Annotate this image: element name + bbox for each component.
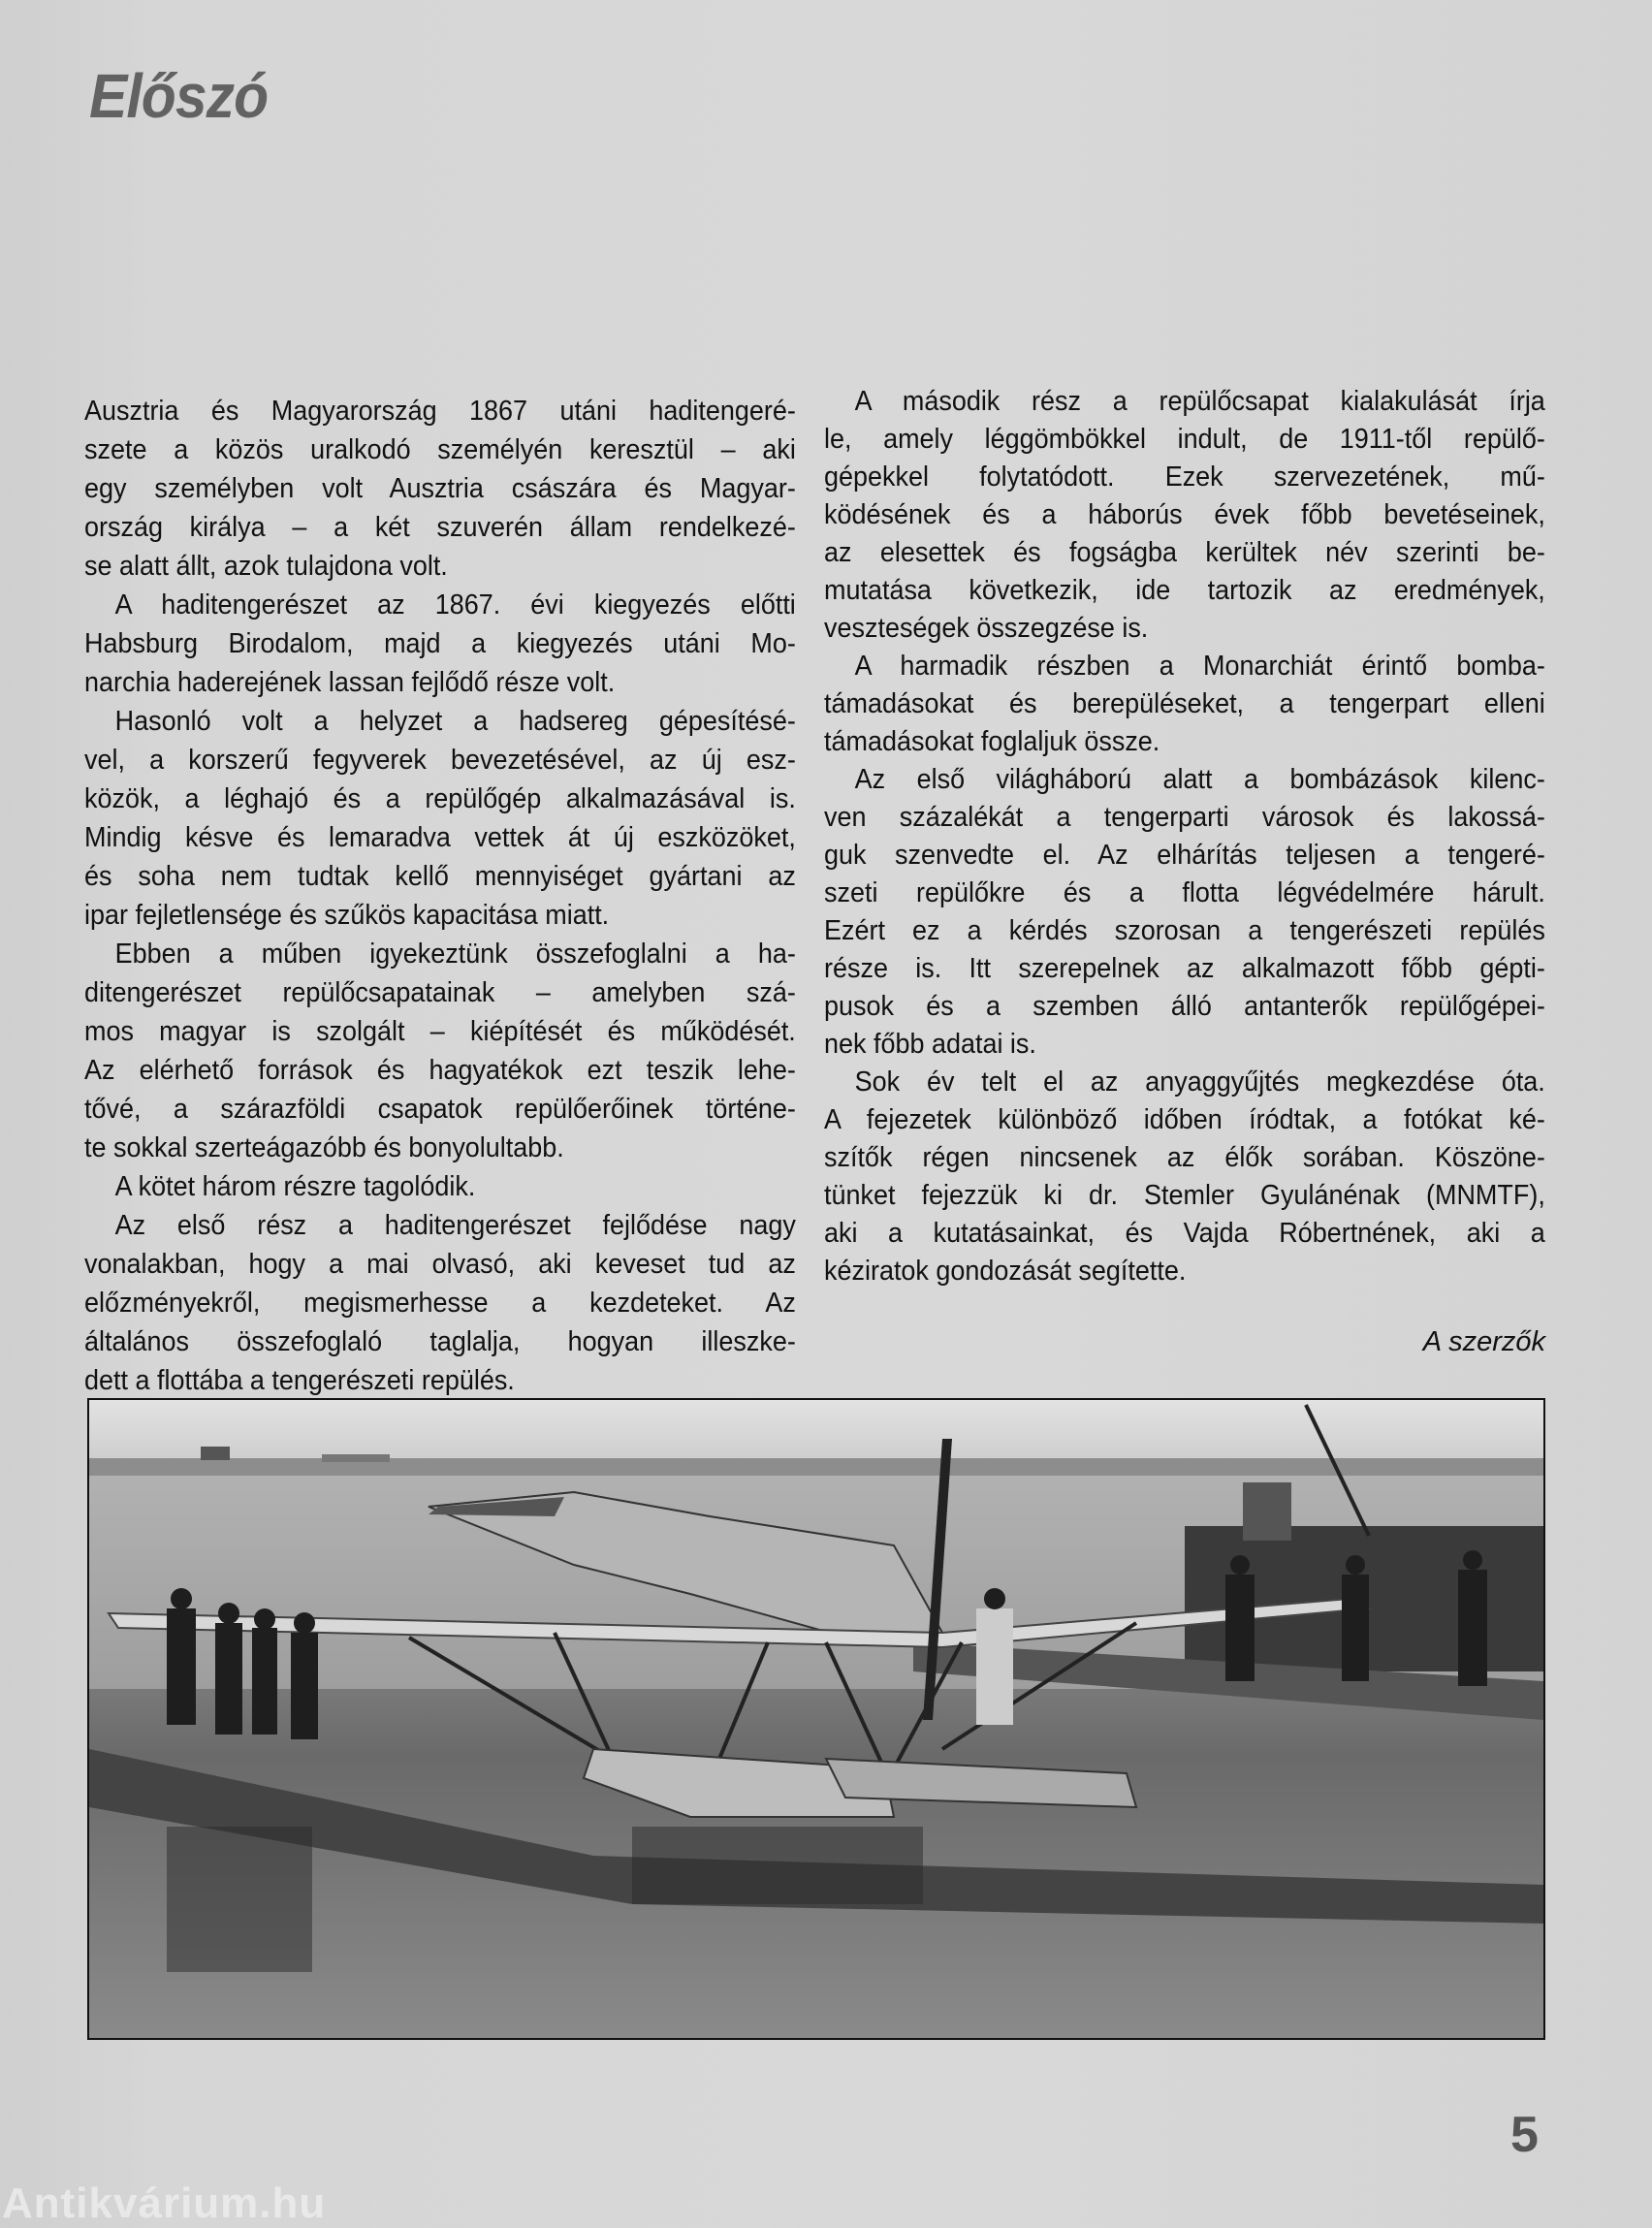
text-line: vonalakban, hogy a mai olvasó, aki keveset tud az: [84, 1249, 796, 1280]
page-title: Előszó: [89, 61, 269, 131]
signature: A szerzők: [1422, 1326, 1545, 1357]
text-line: Ezért ez a kérdés szorosan a tengerészeti repülés: [824, 915, 1545, 946]
text-line: szete a közös uralkodó személyén keresztül – aki: [84, 434, 796, 465]
text-line: ipar fejletlensége és szűkös kapacitása miatt.: [84, 900, 610, 931]
text-line: A második rész a repülőcsapat kialakulását írja: [854, 386, 1545, 417]
text-line: Hasonló volt a helyzet a hadsereg gépesítésé-: [114, 706, 796, 737]
seaplane-photo: [87, 1398, 1545, 2040]
text-line: támadásokat és berepüléseket, a tengerpart elleni: [824, 688, 1545, 719]
text-line: dett a flottába a tengerészeti repülés.: [84, 1365, 515, 1396]
text-line: se alatt állt, azok tulajdona volt.: [84, 551, 448, 582]
text-line: Habsburg Birodalom, majd a kiegyezés utáni Mo-: [84, 628, 796, 659]
text-line: Az első rész a haditengerészet fejlődése nagy: [114, 1210, 796, 1241]
text-column-left: [84, 392, 796, 1400]
text-line: veszteségek összegzése is.: [824, 613, 1149, 644]
text-line: ország királya – a két szuverén állam rendelkezé-: [84, 512, 796, 543]
seaplane-photo-image: [89, 1400, 1543, 2038]
text-line: te sokkal szerteágazóbb és bonyolultabb.: [84, 1132, 564, 1163]
watermark: Antikvárium.hu: [2, 2180, 327, 2227]
text-line: szeti repülőkre és a flotta légvédelmére hárult.: [824, 877, 1545, 908]
text-line: aki a kutatásainkat, és Vajda Róbertnének, aki a: [824, 1218, 1545, 1249]
text-line: és soha nem tudtak kellő mennyiséget gyártani az: [84, 861, 796, 892]
text-line: gépekkel folytatódott. Ezek szervezetének, mű-: [824, 462, 1545, 493]
text-line: vel, a korszerű fegyverek bevezetésével, az új esz-: [84, 745, 796, 776]
text-line: guk szenvedte el. Az elhárítás teljesen a tengeré-: [824, 840, 1545, 871]
text-line: közök, a léghajó és a repülőgép alkalmazásával is.: [84, 783, 796, 814]
text-line: A kötet három részre tagolódik.: [114, 1171, 476, 1202]
text-line: A harmadik részben a Monarchiát érintő bomba-: [854, 651, 1545, 682]
text-line: ven százalékát a tengerparti városok és lakossá-: [824, 802, 1545, 833]
text-line: Az elérhető források és hagyatékok ezt teszik lehe-: [84, 1055, 796, 1086]
text-line: A haditengerészet az 1867. évi kiegyezés előtti: [114, 589, 796, 621]
text-line: narchia haderejének lassan fejlődő része volt.: [84, 667, 616, 698]
text-line: le, amely léggömbökkel indult, de 1911-től repülő-: [824, 424, 1545, 455]
text-line: tünket fejezzük ki dr. Stemler Gyulánénak (MNMTF),: [824, 1180, 1545, 1211]
text-line: nek főbb adatai is.: [824, 1029, 1036, 1060]
text-line: kéziratok gondozását segítette.: [824, 1256, 1187, 1287]
text-line: Mindig késve és lemaradva vettek át új eszközöket,: [84, 822, 796, 853]
text-line: mutatása következik, ide tartozik az eredmények,: [824, 575, 1545, 606]
text-line: szítők régen nincsenek az élők sorában. Köszöne-: [824, 1142, 1545, 1173]
text-line: ditengerészet repülőcsapatainak – amelyben szá-: [84, 977, 796, 1008]
text-line: előzményekről, megismerhesse a kezdeteket. Az: [84, 1288, 796, 1319]
text-line: Sok év telt el az anyaggyűjtés megkezdése óta.: [854, 1066, 1545, 1098]
text-line: A fejezetek különböző időben íródtak, a fotókat ké-: [824, 1104, 1545, 1135]
text-line: része is. Itt szerepelnek az alkalmazott főbb gépti-: [824, 953, 1545, 984]
text-line: támadásokat foglaljuk össze.: [824, 726, 1160, 757]
text-column-right: [824, 383, 1545, 1290]
text-line: Ebben a műben igyekeztünk összefoglalni a ha-: [114, 939, 796, 970]
text-line: ködésének és a háborús évek főbb bevetéseinek,: [824, 499, 1545, 530]
text-line: tővé, a szárazföldi csapatok repülőerőinek történe-: [84, 1094, 796, 1125]
text-line: mos magyar is szolgált – kiépítését és működését.: [84, 1016, 796, 1047]
text-line: az elesettek és fogságba kerültek név szerinti be-: [824, 537, 1545, 568]
text-line: általános összefoglaló taglalja, hogyan illeszke-: [84, 1326, 796, 1357]
text-line: egy személyben volt Ausztria császára és Magyar-: [84, 473, 796, 504]
text-line: pusok és a szemben álló antanterők repülőgépei-: [824, 991, 1545, 1022]
text-line: Ausztria és Magyarország 1867 utáni haditengeré-: [84, 396, 796, 427]
page-number: 5: [1510, 2107, 1539, 2163]
text-line: Az első világháború alatt a bombázások kilenc-: [854, 764, 1545, 795]
